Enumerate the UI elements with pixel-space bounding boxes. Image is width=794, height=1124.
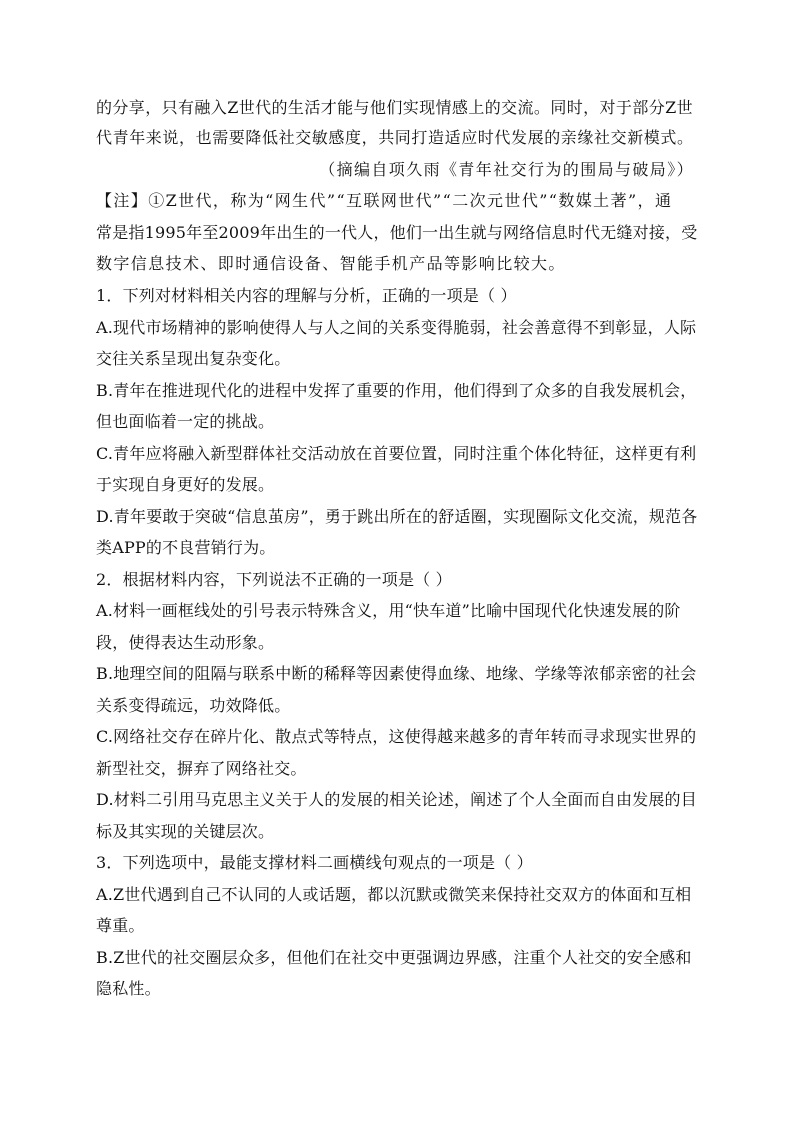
question-2-option-c: C.网络社交存在碎片化、散点式等特点，这使得越来越多的青年转而寻求现实世界的 bbox=[96, 727, 697, 746]
question-2-option-b: B.地理空间的阻隔与联系中断的稀释等因素使得血缘、地缘、学缘等浓郁亲密的社会 bbox=[96, 664, 697, 683]
question-1-stem: 1．下列对材料相关内容的理解与分析，正确的一项是（ ） bbox=[96, 286, 517, 305]
question-2-option-a: A.材料一画框线处的引号表示特殊含义，用“快车道”比喻中国现代化快速发展的阶 bbox=[96, 601, 681, 620]
question-3-option-a: 尊重。 bbox=[96, 916, 145, 935]
question-1-option-c: 于实现自身更好的发展。 bbox=[96, 475, 275, 494]
question-3-option-b: 隐私性。 bbox=[96, 979, 161, 998]
passage-source: （摘编自项久雨《青年社交行为的围局与破局》） bbox=[319, 160, 694, 179]
question-3-option-b: B.Z世代的社交圈层众多，但他们在社交中更强调边界感，注重个人社交的安全感和 bbox=[96, 948, 692, 967]
note-line: 【注】①Z世代，称为“网生代”“互联网世代”“二次元世代”“数媒土著”，通 bbox=[96, 191, 673, 210]
question-1-option-d: D.青年要敢于突破“信息茧房”，勇于跳出所在的舒适圈，实现圈际文化交流，规范各 bbox=[96, 507, 698, 526]
note-line: 常是指1995年至2009年出生的一代人，他们一出生就与网络信息时代无缝对接，受 bbox=[96, 223, 698, 242]
note-line: 数字信息技术、即时通信设备、智能手机产品等影响比较大。 bbox=[96, 254, 566, 273]
question-1-option-b: B.青年在推进现代化的进程中发挥了重要的作用，他们得到了众多的自我发展机会， bbox=[96, 381, 697, 400]
question-1-option-a: 交往关系呈现出复杂变化。 bbox=[96, 349, 291, 368]
question-2-option-c: 新型社交，摒弃了网络社交。 bbox=[96, 759, 307, 778]
passage-line: 代青年来说，也需要降低社交敏感度，共同打造适应时代发展的亲缘社交新模式。 bbox=[96, 128, 694, 147]
question-1-option-c: C.青年应将融入新型群体社交活动放在首要位置，同时注重个体化特征，这样更有利 bbox=[96, 444, 697, 463]
question-2-option-a: 段，使得表达生动形象。 bbox=[96, 633, 275, 652]
question-1-option-a: A.现代市场精神的影响使得人与人之间的关系变得脆弱，社会善意得不到彰显，人际 bbox=[96, 318, 697, 337]
question-3-option-a: A.Z世代遇到自己不认同的人或话题，都以沉默或微笑来保持社交双方的体面和互相 bbox=[96, 885, 692, 904]
question-2-stem: 2．根据材料内容，下列说法不正确的一项是（ ） bbox=[96, 570, 452, 589]
question-1-option-d: 类APP的不良营销行为。 bbox=[96, 538, 276, 557]
question-2-option-d: 标及其实现的关键层次。 bbox=[96, 822, 275, 841]
passage-line: 的分享，只有融入Z世代的生活才能与他们实现情感上的交流。同时，对于部分Z世 bbox=[96, 98, 694, 117]
question-1-option-b: 但也面临着一定的挑战。 bbox=[96, 412, 275, 431]
question-2-option-b: 关系变得疏远，功效降低。 bbox=[96, 696, 291, 715]
question-2-option-d: D.材料二引用马克思主义关于人的发展的相关论述，阐述了个人全面而自由发展的目 bbox=[96, 790, 697, 809]
question-3-stem: 3．下列选项中，最能支撑材料二画横线句观点的一项是（ ） bbox=[96, 853, 533, 872]
